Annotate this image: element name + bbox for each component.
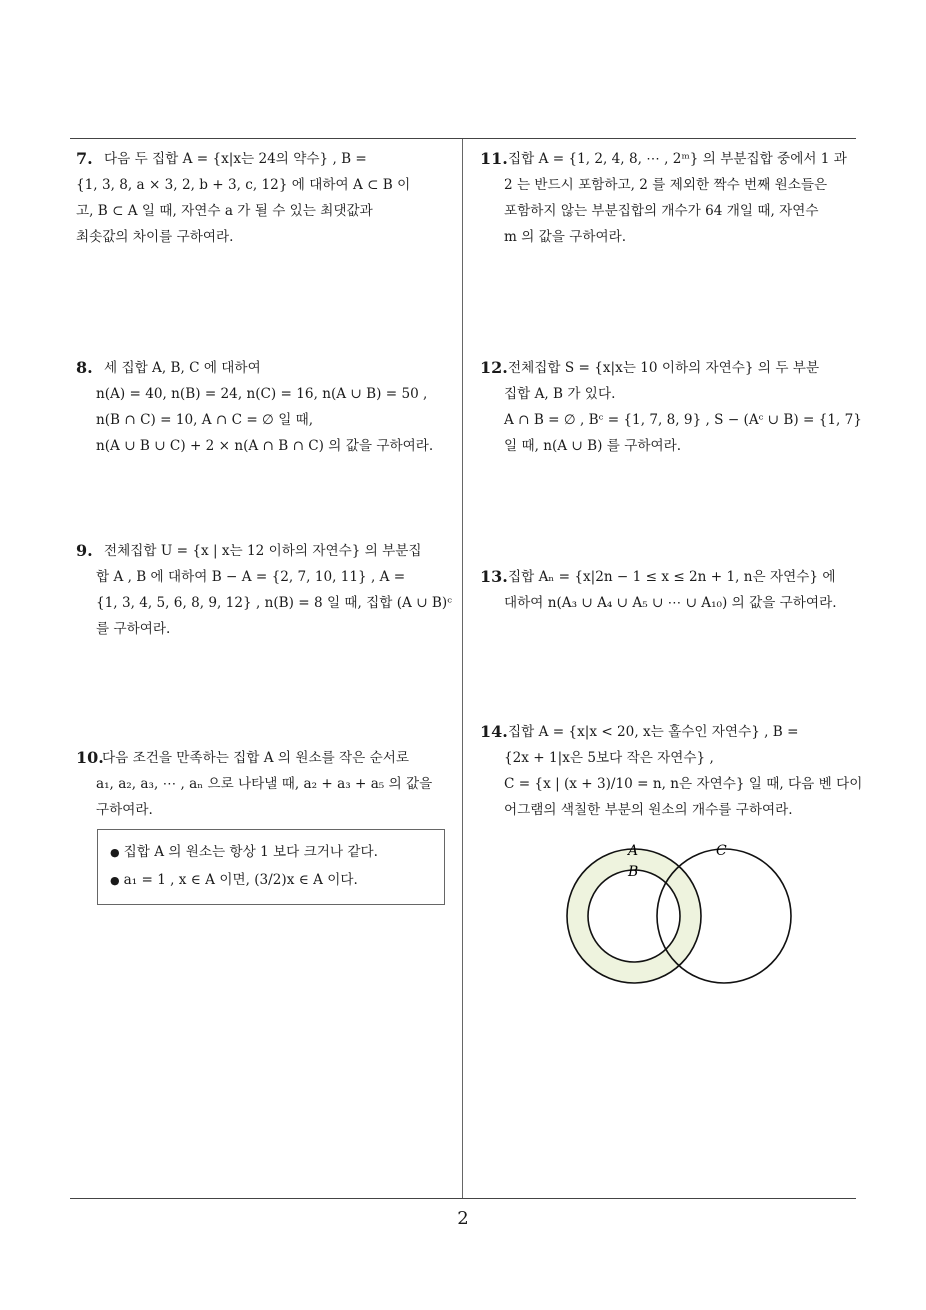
problem-line: 집합 A = {1, 2, 4, 8, ⋯ , 2ᵐ} 의 부분집합 중에서 1 과 bbox=[508, 151, 847, 167]
label-c: C bbox=[716, 843, 727, 859]
problem-11 bbox=[480, 146, 858, 250]
venn-diagram bbox=[560, 836, 800, 996]
problem-line: 구하여라. bbox=[96, 802, 153, 818]
problem-number: 14. bbox=[480, 722, 508, 741]
problem-line: 집합 A, B 가 있다. bbox=[504, 386, 616, 402]
label-a: A bbox=[628, 843, 639, 859]
problem-line: m 의 값을 구하여라. bbox=[504, 229, 627, 245]
bottom-rule bbox=[70, 1198, 856, 1199]
problem-14 bbox=[480, 719, 863, 823]
problem-line: A ∩ B = ∅ , Bᶜ = {1, 7, 8, 9} , S − (Aᶜ ∪ B) = {1, 7} bbox=[504, 412, 862, 428]
problem-line: 대하여 n(A₃ ∪ A₄ ∪ A₅ ∪ ⋯ ∪ A₁₀) 의 값을 구하여라. bbox=[504, 595, 837, 611]
page-number: 2 bbox=[457, 1208, 469, 1229]
problem-line: 고, B ⊂ A 일 때, 자연수 a 가 될 수 있는 최댓값과 bbox=[76, 203, 373, 219]
label-b: B bbox=[628, 864, 639, 880]
problem-line: 전체집합 U = {x | x는 12 이하의 자연수} 의 부분집 bbox=[104, 543, 422, 559]
problem-line: a₁, a₂, a₃, ⋯ , aₙ 으로 나타낼 때, a₂ + a₃ + a₅ 의 값을 bbox=[96, 776, 433, 792]
problem-line: C = {x | (x + 3)/10 = n, n은 자연수} 일 때, 다음 벤 다이 bbox=[504, 776, 863, 792]
circle-b bbox=[588, 870, 680, 962]
problem-12 bbox=[480, 355, 862, 459]
problem-10 bbox=[76, 745, 456, 823]
problem-line: n(A) = 40, n(B) = 24, n(C) = 16, n(A ∪ B) = 50 , bbox=[96, 386, 428, 402]
problem-line: 포함하지 않는 부분집합의 개수가 64 개일 때, 자연수 bbox=[504, 203, 819, 219]
top-rule bbox=[70, 138, 856, 139]
bullet-icon: ● bbox=[110, 846, 120, 859]
problem-line: 어그램의 색칠한 부분의 원소의 개수를 구하여라. bbox=[504, 802, 793, 818]
problem-line: 합 A , B 에 대하여 B − A = {2, 7, 10, 11} , A = bbox=[96, 569, 406, 585]
problem-number: 10. bbox=[76, 748, 104, 767]
problem-line: 집합 A = {x|x < 20, x는 홀수인 자연수} , B = bbox=[508, 724, 799, 740]
problem-number: 8. bbox=[76, 358, 93, 377]
condition-item bbox=[110, 868, 358, 888]
problem-13 bbox=[480, 564, 858, 616]
problem-line: 일 때, n(A ∪ B) 를 구하여라. bbox=[504, 438, 682, 454]
problem-line: 집합 Aₙ = {x|2n − 1 ≤ x ≤ 2n + 1, n은 자연수} 에 bbox=[508, 569, 836, 585]
condition-text: a₁ = 1 , x ∈ A 이면, (3/2)x ∈ A 이다. bbox=[123, 872, 358, 888]
problem-7 bbox=[76, 146, 456, 250]
problem-8 bbox=[76, 355, 456, 459]
problem-line: {1, 3, 8, a × 3, 2, b + 3, c, 12} 에 대하여 A ⊂ B 이 bbox=[76, 177, 411, 193]
condition-item bbox=[110, 840, 378, 860]
problem-number: 13. bbox=[480, 567, 508, 586]
problem-number: 9. bbox=[76, 541, 93, 560]
problem-line: n(A ∪ B ∪ C) + 2 × n(A ∩ B ∩ C) 의 값을 구하여라. bbox=[96, 438, 434, 454]
column-divider bbox=[462, 139, 463, 1199]
problem-line: 다음 조건을 만족하는 집합 A 의 원소를 작은 순서로 bbox=[102, 750, 410, 766]
condition-text: 집합 A 의 원소는 항상 1 보다 크거나 같다. bbox=[123, 844, 378, 860]
problem-line: 전체집합 S = {x|x는 10 이하의 자연수} 의 두 부분 bbox=[508, 360, 820, 376]
conditions-box bbox=[97, 829, 445, 905]
circle-c bbox=[657, 849, 791, 983]
problem-line: 최솟값의 차이를 구하여라. bbox=[76, 229, 234, 245]
problem-line: {1, 3, 4, 5, 6, 8, 9, 12} , n(B) = 8 일 때, 집합 (A ∪ B)ᶜ bbox=[96, 595, 452, 611]
problem-line: 를 구하여라. bbox=[96, 621, 171, 637]
problem-number: 7. bbox=[76, 149, 93, 168]
problem-line: {2x + 1|x은 5보다 작은 자연수} , bbox=[504, 750, 714, 766]
problem-number: 11. bbox=[480, 149, 508, 168]
problem-number: 12. bbox=[480, 358, 508, 377]
problem-9 bbox=[76, 538, 456, 642]
problem-line: 세 집합 A, B, C 에 대하여 bbox=[104, 360, 261, 376]
problem-line: n(B ∩ C) = 10, A ∩ C = ∅ 일 때, bbox=[96, 412, 314, 428]
problem-line: 2 는 반드시 포함하고, 2 를 제외한 짝수 번째 원소들은 bbox=[504, 177, 828, 193]
bullet-icon: ● bbox=[110, 874, 120, 887]
problem-line: 다음 두 집합 A = {x|x는 24의 약수} , B = bbox=[104, 151, 367, 167]
